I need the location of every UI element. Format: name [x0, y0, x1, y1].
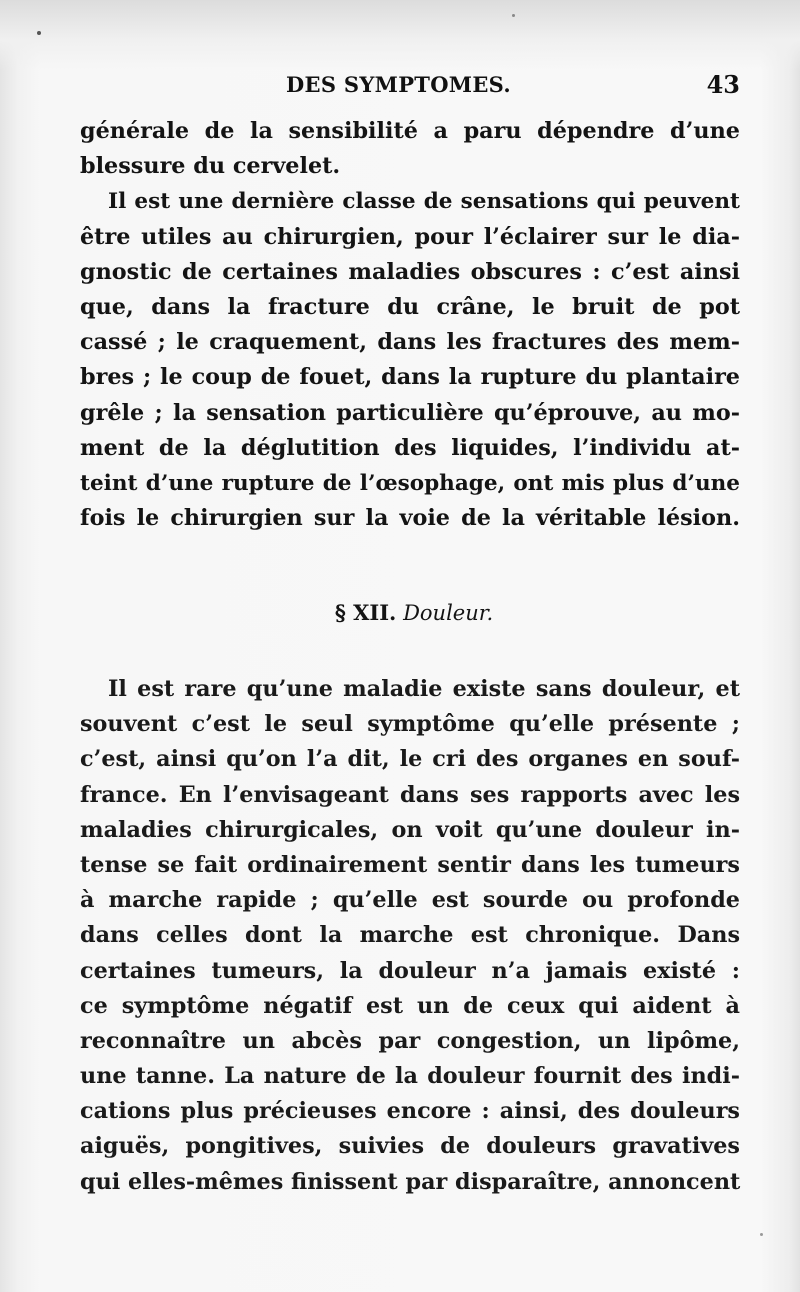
text-line: fois le chirurgien sur la voie de la véritable lésion.	[80, 505, 740, 532]
text-line: Il est une dernière classe de sensations qui peuvent	[108, 189, 740, 215]
running-title: DES SYMPTOMES.	[286, 72, 511, 97]
text-line: blessure du cervelet.	[80, 153, 341, 180]
text-line: bres ; le coup de fouet, dans la rupture du plantaire	[80, 364, 740, 391]
paragraph-2	[80, 672, 740, 1200]
section-title: Douleur.	[403, 601, 494, 625]
text-line: teint d’une rupture de l’œsophage, ont mis plus d’une	[80, 470, 740, 496]
text-line: Il est rare qu’une maladie existe sans douleur, et	[108, 676, 740, 702]
page-number: 43	[706, 70, 740, 99]
text-line: grêle ; la sensation particulière qu’éprouve, au mo-	[80, 399, 740, 426]
text-line: certaines tumeurs, la douleur n’a jamais existé :	[80, 957, 740, 984]
text-line: maladies chirurgicales, on voit qu’une douleur in-	[80, 816, 740, 843]
text-line: aiguës, pongitives, suivies de douleurs gravatives	[80, 1133, 740, 1160]
paragraph-1	[80, 114, 740, 536]
text-line: souvent c’est le seul symptôme qu’elle présente ;	[80, 711, 740, 738]
text-line: à marche rapide ; qu’elle est sourde ou profonde	[80, 887, 740, 914]
text-line: tense se fait ordinairement sentir dans les tumeurs	[80, 851, 740, 878]
page-edge-shadow	[0, 0, 800, 70]
text-line: dans celles dont la marche est chronique. Dans	[80, 922, 740, 949]
paper-speck	[760, 1233, 763, 1236]
text-line: cations plus précieuses encore : ainsi, des douleurs	[80, 1098, 740, 1125]
paper-speck	[512, 14, 515, 17]
text-line: cassé ; le craquement, dans les fractures des mem-	[80, 329, 740, 356]
text-line: ce symptôme négatif est un de ceux qui aident à	[80, 992, 740, 1019]
section-number: § XII.	[334, 600, 397, 625]
text-line: france. En l’envisageant dans ses rapports avec les	[80, 781, 740, 808]
text-line: qui elles-mêmes finissent par disparaître, annoncent	[80, 1168, 741, 1195]
paper-speck	[37, 31, 41, 35]
text-line: ment de la déglutition des liquides, l’individu at-	[80, 434, 740, 461]
page-header	[80, 72, 740, 106]
text-line: générale de la sensibilité a paru dépendre d’une	[80, 118, 740, 144]
text-line: gnostic de certaines maladies obscures : c’est ainsi	[80, 258, 740, 285]
section-heading	[80, 600, 740, 625]
text-line: c’est, ainsi qu’on l’a dit, le cri des organes en souf-	[80, 746, 740, 773]
text-line: une tanne. La nature de la douleur fournit des indi-	[80, 1063, 740, 1090]
text-line: reconnaître un abcès par congestion, un lipôme,	[80, 1027, 740, 1054]
text-line: être utiles au chirurgien, pour l’éclairer sur le dia-	[80, 223, 740, 250]
text-line: que, dans la fracture du crâne, le bruit de pot	[80, 293, 740, 320]
